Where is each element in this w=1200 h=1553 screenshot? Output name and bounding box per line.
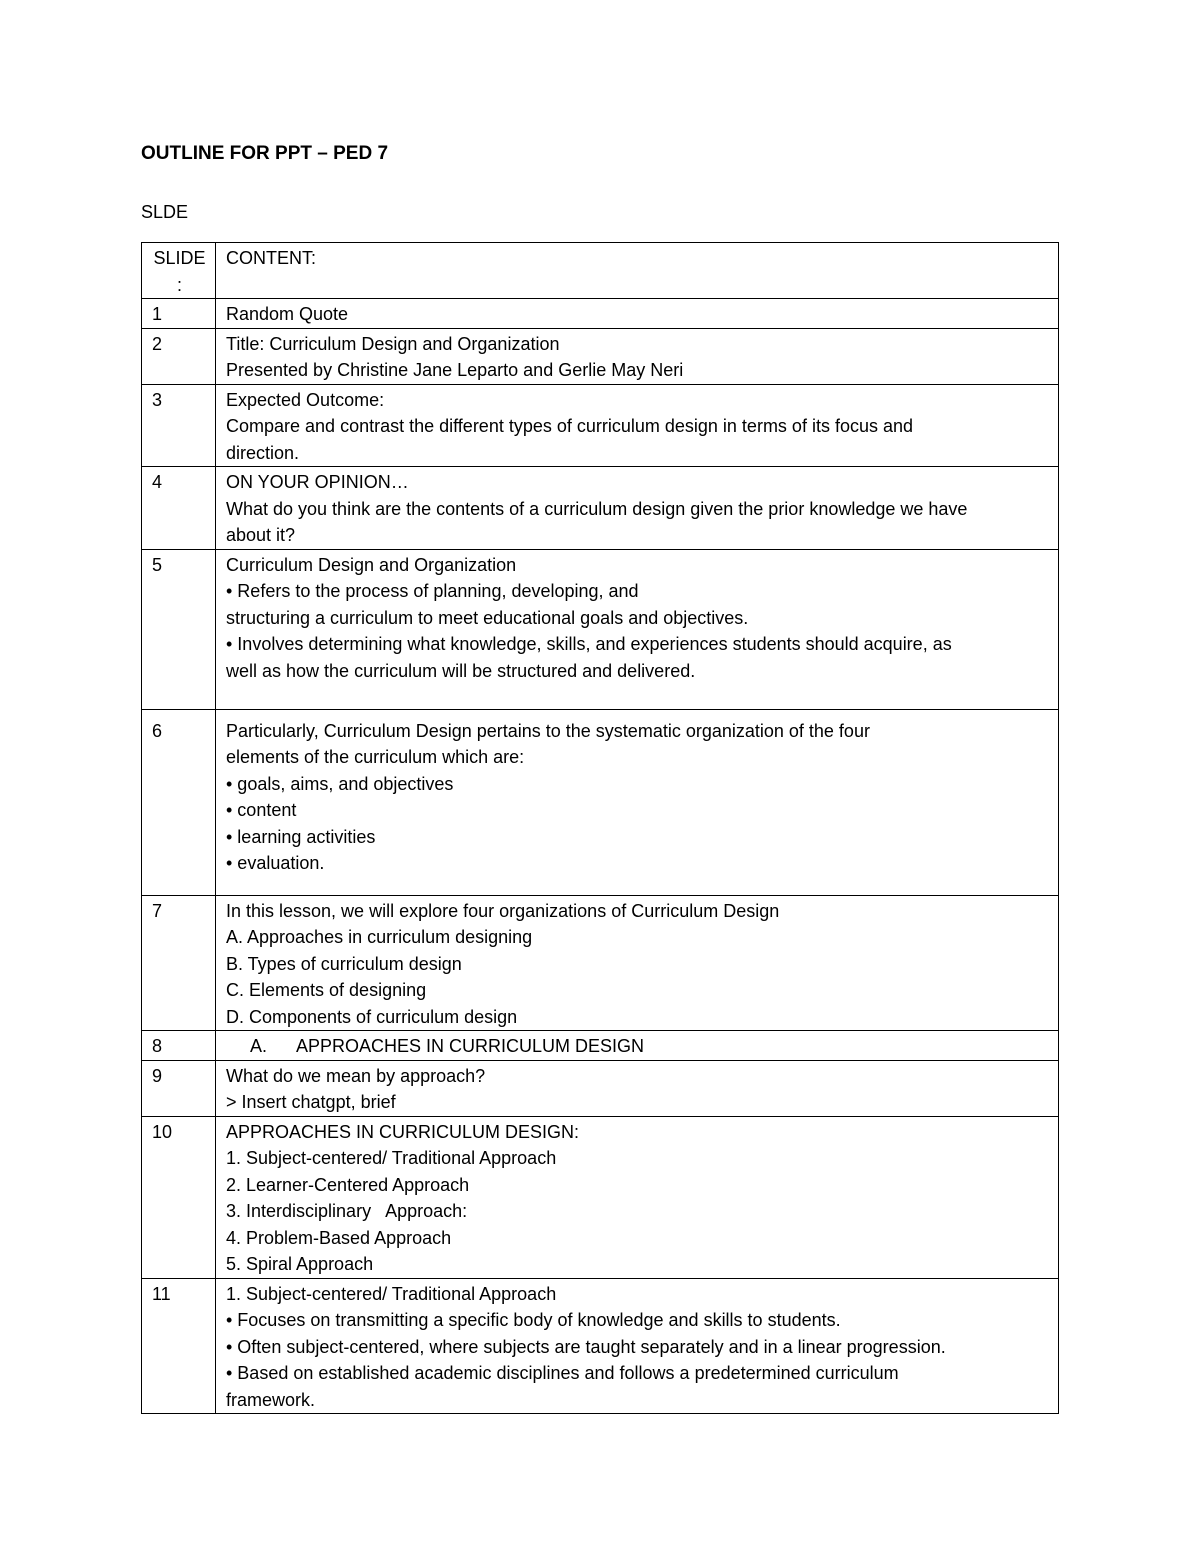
- slide-number: 1: [142, 299, 216, 329]
- content-line: • Focuses on transmitting a specific body of knowledge and skills to students.: [226, 1310, 841, 1330]
- document-title: OUTLINE FOR PPT – PED 7: [141, 143, 389, 164]
- content-line: about it?: [226, 525, 296, 545]
- content-line: 2. Learner-Centered Approach: [226, 1174, 470, 1195]
- table-row: [142, 328, 1059, 384]
- table-row: [142, 299, 1059, 329]
- content-line: elements of the curriculum which are:: [226, 747, 525, 767]
- content-line: 1. Subject-centered/ Traditional Approach: [226, 1148, 557, 1168]
- content-header-label: CONTENT:: [226, 248, 316, 268]
- content-line: • content: [226, 800, 297, 820]
- slide-content: [216, 1031, 1059, 1061]
- table-row: [142, 549, 1059, 709]
- content-line: C. Elements of designing: [226, 980, 427, 1000]
- content-line: well as how the curriculum will be structured and delivered.: [226, 660, 696, 681]
- slide-column-header: [142, 243, 216, 299]
- content-line: Curriculum Design and Organization: [226, 554, 517, 575]
- content-line: What do you think are the contents of a curriculum design given the prior knowledge we have: [226, 498, 968, 519]
- slide-number: 9: [142, 1060, 216, 1116]
- content-line: ON YOUR OPINION…: [226, 472, 409, 492]
- slide-header-label: SLIDE: [153, 248, 206, 268]
- content-line: 3. Interdisciplinary Approach:: [226, 1201, 468, 1221]
- content-line: D. Components of curriculum design: [226, 1006, 518, 1027]
- content-line: In this lesson, we will explore four organizations of Curriculum Design: [226, 900, 780, 921]
- content-line: framework.: [226, 1389, 316, 1410]
- content-line: structuring a curriculum to meet educational goals and objectives.: [226, 607, 749, 628]
- slide-content: [216, 549, 1059, 709]
- slide-number: 2: [142, 328, 216, 384]
- table-row: [142, 384, 1059, 467]
- slide-number: 4: [142, 467, 216, 550]
- slide-content: [216, 1116, 1059, 1278]
- table-header-row: [142, 243, 1059, 299]
- content-line: • goals, aims, and objectives: [226, 773, 454, 794]
- table-row: [142, 1031, 1059, 1061]
- content-line: > Insert chatgpt, brief: [226, 1092, 396, 1112]
- slide-content: [216, 467, 1059, 550]
- slide-content: [216, 1278, 1059, 1414]
- slide-number: 7: [142, 895, 216, 1031]
- table-row: [142, 1060, 1059, 1116]
- content-line: [226, 1033, 1050, 1060]
- table-row: [142, 895, 1059, 1031]
- content-line: Random Quote: [226, 304, 349, 324]
- content-line: Expected Outcome:: [226, 389, 385, 410]
- content-line: • Refers to the process of planning, developing, and: [226, 581, 639, 601]
- table-row: [142, 1278, 1059, 1414]
- slide-header-colon: :: [176, 274, 182, 295]
- content-line: • Often subject-centered, where subjects are taught separately and in a linear progression.: [226, 1336, 946, 1357]
- table-row: [142, 467, 1059, 550]
- content-line: 1. Subject-centered/ Traditional Approach: [226, 1283, 557, 1304]
- slide-number: 11: [142, 1278, 216, 1414]
- slide-content: [216, 895, 1059, 1031]
- content-column-header: [216, 243, 1059, 299]
- content-line: • Based on established academic disciplines and follows a predetermined curriculum: [226, 1363, 899, 1383]
- table-row: [142, 1116, 1059, 1278]
- content-line: What do we mean by approach?: [226, 1065, 486, 1086]
- content-line: direction.: [226, 442, 300, 463]
- outline-table: [141, 242, 1059, 1414]
- slide-content: [216, 384, 1059, 467]
- content-line: APPROACHES IN CURRICULUM DESIGN:: [226, 1121, 580, 1142]
- slide-number: 5: [142, 549, 216, 709]
- content-line: Compare and contrast the different types of curriculum design in terms of its focus and: [226, 416, 914, 436]
- content-line: Title: Curriculum Design and Organization: [226, 333, 560, 354]
- slide-content: [216, 299, 1059, 329]
- content-line: A. Approaches in curriculum designing: [226, 927, 533, 947]
- slide-content: [216, 1060, 1059, 1116]
- content-line: B. Types of curriculum design: [226, 953, 462, 974]
- slide-number: 6: [142, 709, 216, 895]
- section-heading: APPROACHES IN CURRICULUM DESIGN: [296, 1036, 645, 1056]
- slide-content: [216, 328, 1059, 384]
- section-letter: A.: [250, 1036, 268, 1056]
- table-row: [142, 709, 1059, 895]
- slide-number: 10: [142, 1116, 216, 1278]
- content-line: • learning activities: [226, 826, 376, 847]
- document-subtitle: SLDE: [141, 202, 189, 222]
- content-line: 5. Spiral Approach: [226, 1254, 374, 1274]
- content-line: Presented by Christine Jane Leparto and Gerlie May Neri: [226, 360, 684, 380]
- slide-number: 3: [142, 384, 216, 467]
- content-line: 4. Problem-Based Approach: [226, 1227, 452, 1248]
- slide-number: 8: [142, 1031, 216, 1061]
- content-line: • evaluation.: [226, 853, 325, 873]
- slide-content: [216, 709, 1059, 895]
- content-line: • Involves determining what knowledge, skills, and experiences students should acquire, as: [226, 634, 952, 654]
- content-line: Particularly, Curriculum Design pertains to the systematic organization of the four: [226, 720, 870, 741]
